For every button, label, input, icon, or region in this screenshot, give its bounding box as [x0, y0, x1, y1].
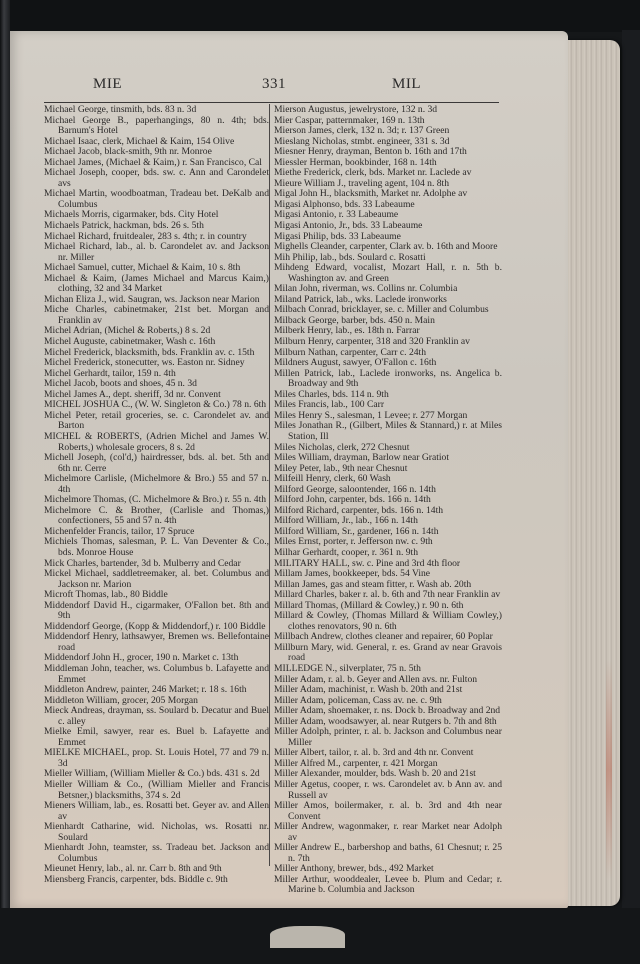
directory-entry: Michelmore C. & Brother, (Carlisle and Thomas,) confectioners, 55 and 57 n. 4th: [44, 504, 269, 527]
directory-entry: Michel Frederick, stonecutter, ws. Easton nr. Sidney: [44, 357, 245, 369]
directory-entry: Mih Philip, lab., bds. Soulard c. Rosatti: [274, 251, 426, 263]
directory-entry: Millard & Cowley, (Thomas Millard & William Cowley,) clothes renovators, 90 n. 6th: [274, 610, 502, 632]
directory-entry: Millen Patrick, lab., Laclede ironworks, ns. Angelica b. Broadway and 9th: [274, 367, 502, 390]
directory-entry: Michell Joseph, (col'd,) hairdresser, bds. al. bet. 5th and 6th nr. Cerre: [44, 452, 269, 474]
directory-entry: Milbach Conrad, bricklayer, se. c. Miller and Columbus: [274, 304, 489, 316]
directory-entry: Miller Andrew, wagonmaker, r. rear Market near Adolph av: [274, 821, 502, 843]
directory-entry: Michiels Thomas, salesman, P. L. Van Deventer & Co., bds. Monroe House: [44, 536, 269, 558]
directory-entry: Migasi Antonio, r. 33 Labeaume: [274, 209, 399, 221]
directory-entry: Mieunet Henry, lab., al. nr. Carr b. 8th and 9th: [44, 863, 222, 875]
directory-entry: Miesner Henry, drayman, Benton b. 16th and 17th: [274, 146, 467, 158]
directory-entry: Milford George, saloontender, 166 n. 14th: [274, 483, 436, 495]
directory-entry: Mieck Andreas, drayman, ss. Soulard b. Decatur and Buel c. alley: [44, 705, 269, 727]
directory-entry: Millan James, gas and steam fitter, r. Wash ab. 20th: [274, 578, 472, 590]
directory-entry: Michael Isaac, clerk, Michael & Kaim, 154 Olive: [44, 135, 235, 147]
directory-entry: Migasi Antonio, Jr., bds. 33 Labeaume: [274, 220, 423, 232]
directory-entry: Miller Adam, woodsawyer, al. near Rutgers b. 7th and 8th: [274, 715, 497, 727]
directory-entry: Milan John, riverman, ws. Collins nr. Columbia: [274, 283, 458, 295]
directory-entry: Mieners William, lab., es. Rosatti bet. Geyer av. and Allen av: [44, 800, 269, 822]
directory-entry: Miller Arthur, wooddealer, Levee b. Plum and Cedar; r. Marine b. Columbia and Jackson: [274, 873, 502, 896]
directory-entry: Miles William, drayman, Barlow near Gratiot: [274, 452, 450, 464]
directory-entry: Michael James, (Michael & Kaim,) r. San Francisco, Cal: [44, 156, 262, 168]
directory-entry: Middendorf John H., grocer, 190 n. Market c. 13th: [44, 652, 239, 664]
directory-entry: Millard Charles, baker r. al. b. 6th and 7th near Franklin av: [274, 589, 501, 601]
directory-entry: Miles Francis, lab., 100 Carr: [274, 399, 385, 411]
directory-entry: Miethe Frederick, clerk, bds. Market nr. Laclede av: [274, 167, 472, 179]
right-column: [274, 105, 502, 896]
directory-entry: Middleman John, teacher, ws. Columbus b. Lafayette and Emmet: [44, 662, 269, 685]
directory-entry: Milberk Henry, lab., es. 18th n. Farrar: [274, 325, 420, 337]
directory-entry: MICHEL & ROBERTS, (Adrien Michel and James W. Roberts,) wholesale grocers, 8 s. 2d: [44, 430, 269, 453]
directory-entry: Mick Charles, bartender, 3d b. Mulberry and Cedar: [44, 557, 241, 569]
directory-entry: Middleton Andrew, painter, 246 Market; r. 18 s. 16th: [44, 684, 247, 696]
directory-entry: Miller Anthony, brewer, bds., 492 Market: [274, 863, 434, 875]
header-guide-word-left: MIE: [93, 76, 122, 92]
directory-entry: Michael Samuel, cutter, Michael & Kaim, 10 s. 8th: [44, 262, 241, 274]
directory-entry: Miller Alfred M., carpenter, r. 421 Morgan: [274, 757, 438, 769]
directory-entry: Miller Adam, policeman, Cass av. ne. c. 9th: [274, 694, 442, 706]
directory-entry: Millbach Andrew, clothes cleaner and repairer, 60 Poplar: [274, 631, 493, 643]
directory-entry: Michenfelder Francis, tailor, 17 Spruce: [44, 525, 195, 537]
directory-entry: Mienhardt John, teamster, ss. Tradeau bet. Jackson and Columbus: [44, 842, 269, 864]
directory-entry: Miensberg Francis, carpenter, bds. Biddle c. 9th: [44, 873, 228, 885]
directory-entry: Michelmore Carlisle, (Michelmore & Bro.) 55 and 57 n. 4th: [44, 473, 269, 495]
directory-entry: Miller Amos, boilermaker, r. al. b. 3rd and 4th near Convent: [274, 800, 502, 822]
directory-entry: Mienhardt Catharine, wid. Nicholas, ws. Rosatti nr. Soulard: [44, 821, 269, 843]
directory-entry: Mierson James, clerk, 132 n. 3d; r. 137 Green: [274, 125, 450, 137]
directory-entry: Michel Auguste, cabinetmaker, Wash c. 16th: [44, 336, 216, 348]
directory-entry: Millburn Mary, wid. General, r. es. Grand av near Gravois road: [274, 641, 502, 664]
paper-stain: [270, 926, 345, 948]
directory-entry: Michel Frederick, blacksmith, bds. Franklin av. c. 15th: [44, 346, 255, 358]
header-rule: [44, 102, 499, 103]
directory-entry: Mieslang Nicholas, stmbt. engineer, 331 s. 3d: [274, 135, 450, 147]
directory-entry: MIELKE MICHAEL, prop. St. Louis Hotel, 77 and 79 n. 3d: [44, 747, 269, 769]
directory-entry: Mieller William, (William Mieller & Co.) bds. 431 s. 2d: [44, 768, 260, 780]
directory-entry: Michelmore Thomas, (C. Michelmore & Bro.) r. 55 n. 4th: [44, 494, 267, 506]
column-divider: [269, 104, 270, 866]
directory-entry: Mieure William J., traveling agent, 104 n. 8th: [274, 177, 450, 189]
directory-entry: Mighells Cleander, carpenter, Clark av. b. 16th and Moore: [274, 241, 498, 253]
directory-entry: Milback George, barber, bds. 450 n. Main: [274, 314, 435, 326]
background-top: [0, 0, 640, 32]
directory-entry: Michael Richard, fruitdealer, 283 s. 4th; r. in country: [44, 230, 247, 242]
directory-entry: Miller Agetus, cooper, r. ws. Carondelet av. b Ann av. and Russell av: [274, 779, 502, 801]
directory-entry: Michael George, tinsmith, bds. 83 n. 3d: [44, 104, 197, 115]
directory-entry: Migasi Philip, bds. 33 Labeaume: [274, 230, 401, 242]
directory-entry: Miller Adam, shoemaker, r. ns. Dock b. Broadway and 2nd: [274, 705, 501, 717]
directory-entry: Milhar Gerhardt, cooper, r. 361 n. 9th: [274, 546, 419, 558]
directory-entry: Middendorf George, (Kopp & Middendorf,) r. 100 Biddle: [44, 620, 266, 632]
directory-entry: Microft Thomas, lab., 80 Biddle: [44, 589, 168, 601]
directory-entry: MILLEDGE N., silverplater, 75 n. 5th: [274, 662, 421, 674]
directory-entry: Miller Adam, r. al. b. Geyer and Allen avs. nr. Fulton: [274, 673, 478, 685]
left-column: [44, 105, 269, 885]
directory-entry: Miller Adolph, printer, r. al. b. Jackson and Columbus near Miller: [274, 726, 502, 748]
directory-entry: Miles Ernst, porter, r. Jefferson nw. c. 9th: [274, 536, 433, 548]
directory-entry: Miller Alexander, moulder, bds. Wash b. 20 and 21st: [274, 768, 476, 780]
directory-entry: Miller Andrew E., barbershop and baths, 61 Chesnut; r. 25 n. 7th: [274, 842, 502, 864]
directory-entry: Mieller William & Co., (William Mieller and Francis Betsner,) blacksmiths, 374 s. 2d: [44, 779, 269, 801]
directory-entry: Millam James, bookkeeper, bds. 54 Vine: [274, 568, 431, 580]
page-header: [0, 76, 640, 96]
directory-entry: Milford William, Jr., lab., 166 n. 14th: [274, 515, 418, 527]
directory-entry: MICHEL JOSHUA C., (W. W. Singleton & Co.) 78 n. 6th: [44, 399, 267, 411]
directory-entry: Miche Charles, cabinetmaker, 21st bet. Morgan and Franklin av: [44, 304, 269, 326]
directory-entry: Milford John, carpenter, bds. 166 n. 14th: [274, 494, 431, 506]
directory-entry: Mierson Augustus, jewelrystore, 132 n. 3d: [274, 104, 438, 115]
directory-entry: Miles Jonathan R., (Gilbert, Miles & Stannard,) r. at Miles Station, Ill: [274, 420, 502, 442]
directory-entry: Milford Richard, carpenter, bds. 166 n. 14th: [274, 504, 444, 516]
directory-entry: Michaels Patrick, hackman, bds. 26 s. 5th: [44, 220, 204, 232]
page-number: 331: [262, 76, 286, 92]
directory-entry: Michael Richard, lab., al. b. Carondelet av. and Jackson nr. Miller: [44, 241, 269, 263]
book-binding: [0, 0, 10, 964]
directory-entry: MILITARY HALL, sw. c. Pine and 3rd 4th floor: [274, 557, 461, 569]
directory-entry: Migasi Alphonso, bds. 33 Labeaume: [274, 198, 415, 210]
directory-entry: Mielke Emil, sawyer, rear es. Buel b. Lafayette and Emmet: [44, 726, 269, 748]
directory-entry: Mier Caspar, patternmaker, 169 n. 13th: [274, 114, 425, 126]
directory-entry: Middleton William, grocer, 205 Morgan: [44, 694, 198, 706]
directory-entry: Miland Patrick, lab., wks. Laclede ironworks: [274, 293, 447, 305]
directory-entry: Mihdeng Edward, vocalist, Mozart Hall, r. n. 5th b. Washington av. and Green: [274, 262, 502, 284]
directory-entry: Michael Martin, woodboatman, Tradeau bet. DeKalb and Columbus: [44, 188, 269, 210]
directory-entry: Milfeill Henry, clerk, 60 Wash: [274, 473, 391, 485]
directory-entry: Miles Charles, bds. 114 n. 9th: [274, 388, 389, 400]
directory-entry: Michel Jacob, boots and shoes, 45 n. 3d: [44, 378, 197, 390]
directory-entry: Miller Albert, tailor, r. al. b. 3rd and 4th nr. Convent: [274, 747, 474, 759]
directory-entry: Milburn Henry, carpenter, 318 and 320 Franklin av: [274, 336, 470, 348]
directory-entry: Miles Henry S., salesman, 1 Levee; r. 277 Morgan: [274, 409, 468, 421]
directory-entry: Mickel Michael, saddletreemaker, al. bet. Columbus and Jackson nr. Marion: [44, 568, 269, 590]
directory-entry: Milford William, Sr., gardener, 166 n. 14th: [274, 525, 439, 537]
directory-entry: Michael & Kaim, (James Michael and Marcus Kaim,) clothing, 32 and 34 Market: [44, 272, 269, 295]
directory-entry: Miessler Herman, bookbinder, 168 n. 14th: [274, 156, 437, 168]
header-guide-word-right: MIL: [392, 76, 421, 92]
directory-entry: Michael George B., paperhangings, 80 n. 4th; bds. Barnum's Hotel: [44, 114, 269, 137]
directory-entry: Milburn Nathan, carpenter, Carr c. 24th: [274, 346, 426, 358]
directory-entry: Michan Eliza J., wid. Saugran, ws. Jackson near Marion: [44, 293, 260, 305]
directory-entry: Mildners August, sawyer, O'Fallon c. 16th: [274, 357, 437, 369]
directory-entry: Middendorf David H., cigarmaker, O'Fallon bet. 8th and 9th: [44, 599, 269, 622]
directory-entry: Miller Adam, machinist, r. Wash b. 20th and 21st: [274, 684, 463, 696]
book-cover-right: [622, 30, 640, 964]
directory-entry: Michael Joseph, cooper, bds. sw. c. Ann and Carondelet avs: [44, 167, 269, 189]
directory-entry: Michel Adrian, (Michel & Roberts,) 8 s. 2d: [44, 325, 211, 337]
directory-entry: Millard Thomas, (Millard & Cowley,) r. 90 n. 6th: [274, 599, 464, 611]
directory-entry: Michael Jacob, black-smith, 9th nr. Monroe: [44, 146, 212, 158]
directory-entry: Migal John H., blacksmith, Market nr. Adolphe av: [274, 188, 468, 200]
directory-entry: Michel James A., dept. sheriff, 3d nr. Convent: [44, 388, 221, 400]
directory-entry: Michel Gerhardt, tailor, 159 n. 4th: [44, 367, 176, 379]
directory-entry: Miley Peter, lab., 9th near Chesnut: [274, 462, 408, 474]
directory-entry: Miles Nicholas, clerk, 272 Chesnut: [274, 441, 410, 453]
directory-entry: Middendorf Henry, lathsawyer, Bremen ws. Bellefontaine road: [44, 631, 269, 653]
directory-entry: Michaels Morris, cigarmaker, bds. City Hotel: [44, 209, 219, 221]
directory-entry: Michel Peter, retail groceries, se. c. Carondelet av. and Barton: [44, 409, 269, 432]
